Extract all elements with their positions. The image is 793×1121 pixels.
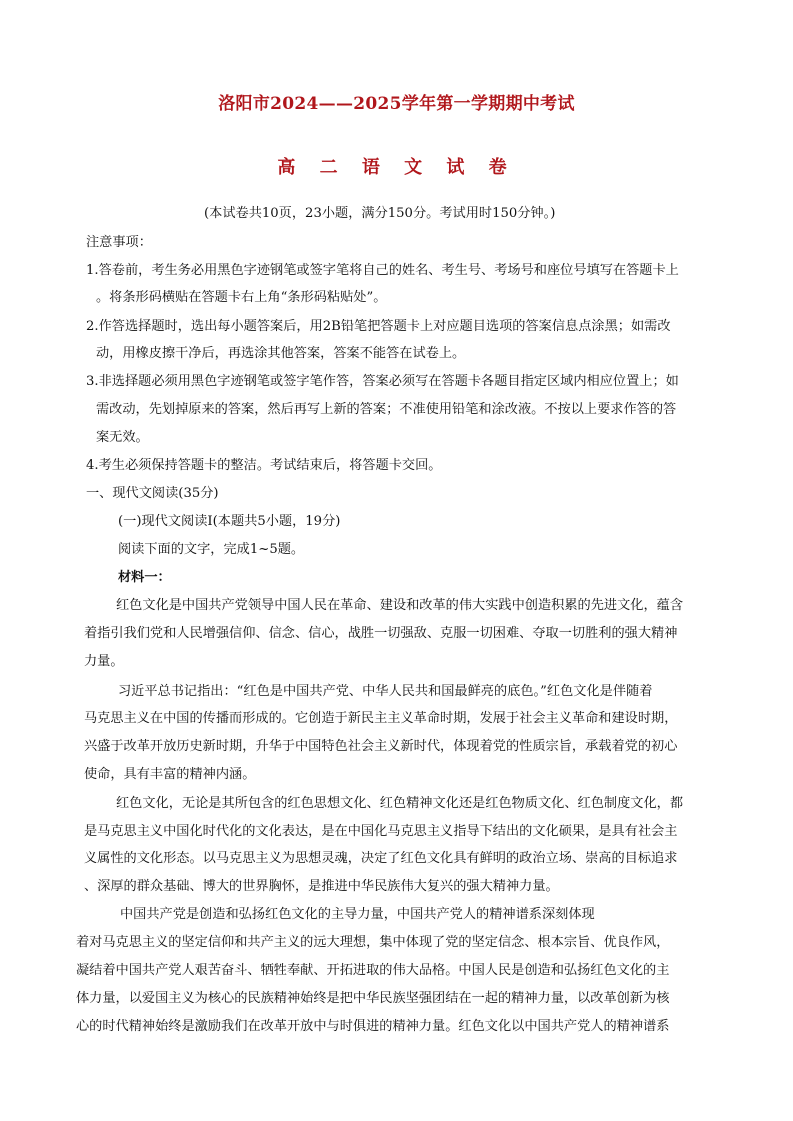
reading-instruction: 阅读下面的文字，完成1~5题。 bbox=[118, 542, 305, 557]
note-3-line-2: 需改动，先划掉原来的答案，然后再写上新的答案；不准使用铅笔和涂改液。不按以上要求作答的答 bbox=[96, 402, 677, 417]
p4-line-1: 中国共产党是创造和弘扬红色文化的主导力量，中国共产党人的精神谱系深刻体现 bbox=[120, 907, 595, 922]
section-heading: 一、现代文阅读(35分) bbox=[86, 486, 219, 501]
p4-line-3: 凝结着中国共产党人艰苦奋斗、牺牲奉献、开拓进取的伟大品格。中国人民是创造和弘扬红色文化的主 bbox=[76, 963, 670, 978]
p4-line-2: 着对马克思主义的坚定信仰和共产主义的远大理想，集中体现了党的坚定信念、根本宗旨、优良作风， bbox=[76, 935, 670, 950]
note-2-line-2: 动，用橡皮擦干净后，再选涂其他答案，答案不能答在试卷上。 bbox=[96, 346, 466, 361]
p3-line-1: 红色文化，无论是其所包含的红色思想文化、红色精神文化还是红色物质文化、红色制度文化，都 bbox=[116, 796, 684, 811]
p4-line-5: 心的时代精神始终是激励我们在改革开放中与时俱进的精神力量。红色文化以中国共产党人的精神谱系 bbox=[76, 1019, 670, 1034]
p1-line-3: 力量。 bbox=[84, 654, 124, 669]
p2-line-4: 使命，具有丰富的精神内涵。 bbox=[84, 767, 256, 782]
p1-line-2: 着指引我们党和人民增强信仰、信念、信心，战胜一切强敌、克服一切困难、夺取一切胜利的强大精神 bbox=[84, 626, 678, 641]
p1-line-1: 红色文化是中国共产党领导中国人民在革命、建设和改革的伟大实践中创造积累的先进文化，蕴含 bbox=[116, 598, 684, 613]
note-3-line-1: 3.非选择题必须用黑色字迹钢笔或签字笔作答，答案必须写在答题卡各题目指定区域内相应位置上；如 bbox=[86, 374, 679, 389]
p4-line-4: 体力量，以爱国主义为核心的民族精神始终是把中华民族坚强团结在一起的精神力量，以改革创新为核 bbox=[76, 991, 670, 1006]
p3-line-3: 义属性的文化形态。以马克思主义为思想灵魂，决定了红色文化具有鲜明的政治立场、崇高的目标追求 bbox=[84, 851, 678, 866]
exam-subtitle: 高 二 语 文 试 卷 bbox=[277, 157, 516, 178]
note-4-line-1: 4.考生必须保持答题卡的整洁。考试结束后，将答题卡交回。 bbox=[86, 458, 442, 473]
notes-heading: 注意事项： bbox=[86, 235, 152, 250]
p3-line-4: 、深厚的群众基础、博大的世界胸怀，是推进中华民族伟大复兴的强大精神力量。 bbox=[84, 879, 559, 894]
note-1-line-1: 1.答卷前，考生务必用黑色字迹钢笔或签字笔将自己的姓名、考生号、考场号和座位号填写在答题卡上 bbox=[86, 263, 679, 278]
p2-line-2: 马克思主义在中国的传播而形成的。它创造于新民主主义革命时期，发展于社会主义革命和建设时期， bbox=[84, 711, 678, 726]
exam-info: (本试卷共10页，23小题，满分150分。考试用时150分钟。) bbox=[204, 206, 556, 221]
note-1-line-2: 。将条形码横贴在答题卡右上角“条形码粘贴处”。 bbox=[96, 290, 387, 305]
material-label: 材料一： bbox=[118, 570, 171, 585]
note-3-line-3: 案无效。 bbox=[96, 430, 149, 445]
note-2-line-1: 2.作答选择题时，选出每小题答案后，用2B铅笔把答题卡上对应题目选项的答案信息点涂黑；如需改 bbox=[86, 319, 671, 334]
exam-title: 洛阳市2024——2025学年第一学期期中考试 bbox=[218, 94, 575, 114]
p3-line-2: 是马克思主义中国化时代化的文化表达，是在中国化马克思主义指导下结出的文化硕果，是具有社会主 bbox=[84, 824, 678, 839]
subsection-heading: (一)现代文阅读Ⅰ(本题共5小题，19分) bbox=[118, 514, 341, 529]
p2-line-3: 兴盛于改革开放历史新时期，升华于中国特色社会主义新时代，体现着党的性质宗旨，承载着党的初心 bbox=[84, 739, 678, 754]
p2-line-1: 习近平总书记指出：“红色是中国共产党、中华人民共和国最鲜亮的底色。”红色文化是伴随着 bbox=[118, 684, 653, 699]
